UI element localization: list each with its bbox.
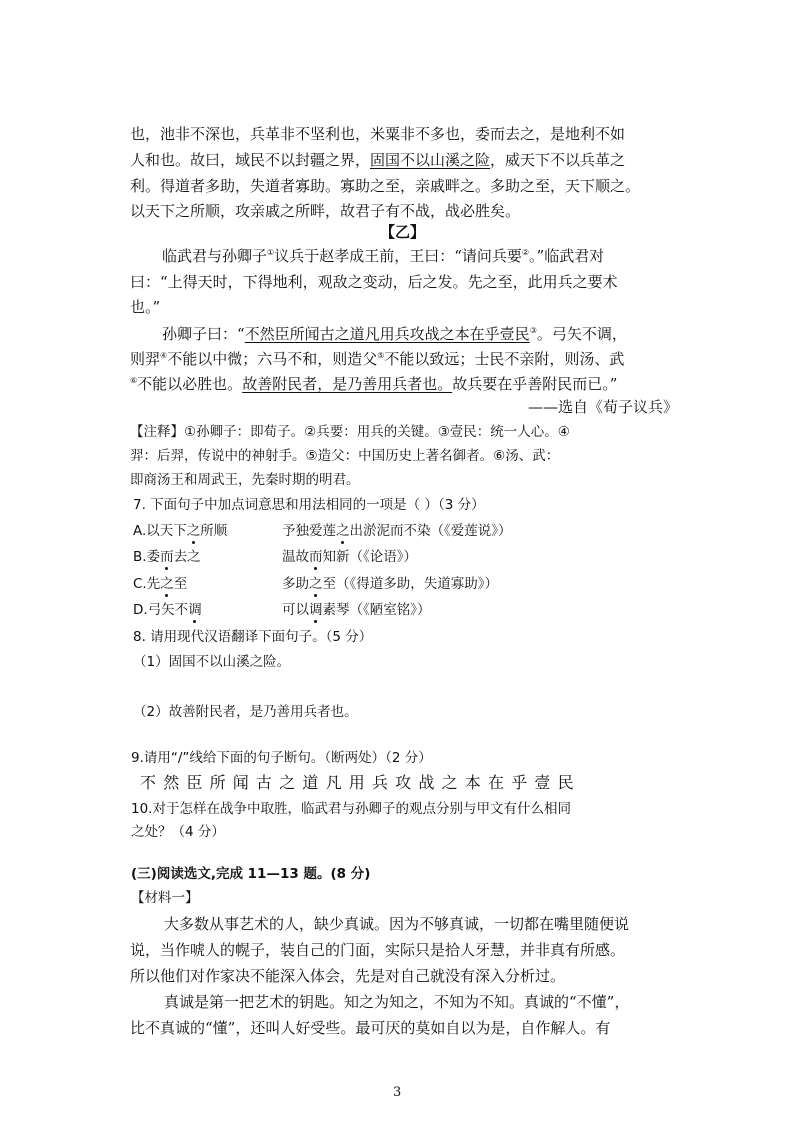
material-p1-line-2: 说，当作唬人的幌子，装自己的门面，实际只是拾人牙慧，并非真有所感。 [130,941,626,959]
yi-p2-line-1 [162,324,627,344]
option-text: 以天下 [146,523,187,539]
yi-underlined-sentence-1: 不然臣所闻古之道凡用兵攻战之本在乎壹民 [244,325,530,343]
q7-stem: 7. 下面句子中加点词意思和用法相同的一项是（ ）（3 分） [133,497,485,513]
dotted-word: 调 [309,602,323,618]
note-mark-1: ① [267,248,275,257]
option-text: 可以 [282,602,309,618]
material-p1-line-1: 大多数从事艺术的人，缺少真诚。因为不够真诚，一切都在嘴里随便说 [164,915,630,933]
option-text: 知新（《论语》） [322,549,417,565]
option-label: C. [133,576,147,592]
q7-option-b-left [133,547,201,567]
notes-line-1: 【注释】①孙卿子：即荀子。②兵要：用兵的关键。③壹民：统一人心。④ [130,424,570,440]
q7-option-a-left [133,521,227,541]
jia-line-2-text: 人和也。故曰，域民不以封疆之界， [130,151,371,169]
q7-option-b-right [282,547,417,567]
material-p1-line-3: 所以他们对作家决不能深入体会，先是对自己就没有深入分析过。 [130,967,566,985]
yi-source: ——选自《荀子议兵》 [528,398,679,416]
option-text: 委 [146,549,161,565]
material-p2-line-2: 比不真诚的“懂”，还叫人好受些。最可厌的莫如自以为是，自作解人。有 [130,1019,611,1037]
note-mark-4: ④ [160,351,168,360]
dotted-word: 而 [160,549,174,565]
q7-option-d-right [282,600,431,620]
yi-p2-l2-b: 不能以中微；六马不和，则造父 [167,350,378,368]
q9-sentence: 不然臣所闻古之道凡用兵攻战之本在乎壹民 [140,773,581,792]
option-text: 素琴（《陋室铭》） [322,602,431,618]
yi-p2-l2-c: 不能以致远；士民不亲附，则汤、武 [384,350,625,368]
dotted-word: 而 [309,549,323,565]
option-text: 先 [146,576,161,592]
option-label: A. [133,523,147,539]
q8-item-2: （2）故善附民者，是乃善用兵者也。 [133,704,358,720]
dotted-word: 之 [186,523,201,539]
jia-line-3: 利。得道者多助，失道者寡助。寡助之至，亲戚畔之。多助之至，天下顺之。 [130,177,641,195]
dotted-word: 之 [160,576,174,592]
option-text: 弓矢不 [147,602,189,618]
jia-line-2 [130,150,625,170]
q9-stem: 9.请用“/”线给下面的句子断句。（断两处）（2 分） [131,750,432,766]
yi-heading: 【乙】 [380,223,426,241]
yi-p2-l2-a: 则羿 [130,350,161,368]
option-text: 出淤泥而不染（《爱莲说》） [349,523,512,539]
q7-option-c-left [133,574,187,594]
yi-p1-line-2: 曰：“上得天时，下得地利，观敌之变动，后之发。先之至，此用兵之要术 [130,273,618,291]
option-text: 至 [173,576,188,592]
option-text: 温故 [282,549,309,565]
dotted-word: 调 [188,602,202,618]
q8-stem: 8. 请用现代汉语翻译下面句子。（5 分） [133,629,373,645]
jia-line-2-end: ，威天下不以兵革之 [490,151,626,169]
yi-p2-line-3 [130,374,617,394]
note-mark-5: ⑤ [377,351,385,360]
option-text: 多助 [282,576,309,592]
jia-underlined-sentence: 固国不以山溪之险 [370,151,491,169]
q7-option-a-right [282,521,512,541]
q7-option-d-left [133,600,202,620]
q10-line-2: 之处？（4 分） [131,824,225,840]
yi-p2-b: 。弓矢不调， [536,325,627,343]
dotted-word: 之 [336,523,350,539]
jia-line-1: 也，池非不深也，兵革非不坚利也，米粟非不多也，委而去之，是地利不如 [130,125,626,143]
jia-line-4: 以天下之所顺，攻亲戚之所畔，故君子有不战，战必胜矣。 [130,202,521,220]
yi-p2-l3-b: 故兵要在乎善附民而已。” [452,375,618,393]
material-p2-line-1: 真诚是第一把艺术的钥匙。知之为知之，不知为不知。真诚的“不懂”， [164,993,630,1011]
section-3-heading: (三)阅读选文,完成 11—13 题。(8 分) [131,866,371,882]
option-label: D. [133,602,148,618]
note-mark-6: ⑥ [130,376,138,385]
option-text: 去之 [173,549,201,565]
note-mark-2: ② [521,248,530,257]
yi-p1-b: 议兵于赵孝成王前，王曰：“请问兵要 [274,247,522,265]
yi-p1-c: 。”临武君对 [529,247,605,265]
material-1-label: 【材料一】 [131,890,199,906]
yi-p1-line-3: 也。” [130,298,161,316]
option-text: 所顺 [200,523,228,539]
yi-p1-line-1 [162,246,604,266]
yi-p1-a: 临武君与孙卿子 [162,247,268,265]
yi-p2-l3-a: 不能以必胜也。 [137,375,243,393]
q8-item-1: （1）固国不以山溪之险。 [133,654,291,670]
dotted-word: 之 [309,576,323,592]
q7-option-c-right [282,574,498,594]
note-mark-3: ③ [529,326,537,335]
yi-underlined-sentence-2: 故善附民者，是乃善用兵者也。 [242,375,453,393]
yi-p2-a: 孙卿子曰：“ [162,325,245,343]
notes-line-2: 羿：后羿，传说中的神射手。⑤造父：中国历史上著名御者。⑥汤、武： [130,448,560,464]
notes-line-3: 即商汤王和周武王，先秦时期的明君。 [130,472,360,488]
option-label: B. [133,549,147,565]
option-text: 予独爱莲 [282,523,336,539]
q10-line-1: 10.对于怎样在战争中取胜，临武君与孙卿子的观点分别与甲文有什么相同 [131,801,571,817]
page-number: 3 [393,1085,402,1100]
yi-p2-line-2 [130,349,624,369]
option-text: 至（《得道多助，失道寡助》） [322,576,498,592]
